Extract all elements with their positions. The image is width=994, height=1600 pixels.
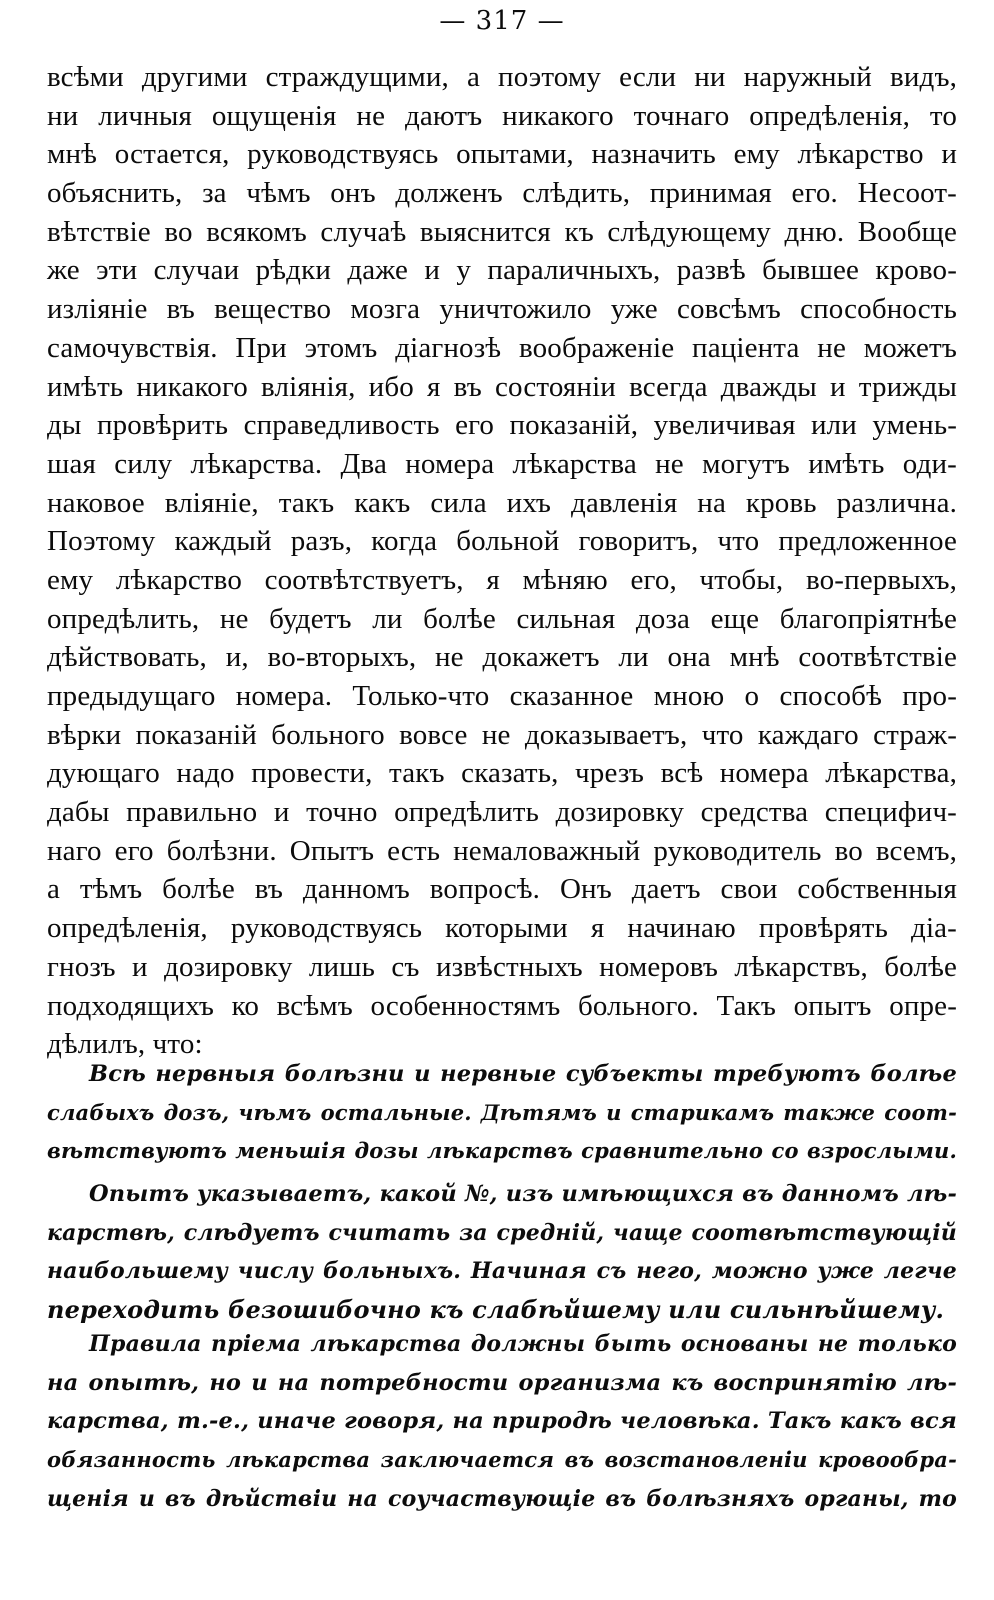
italic-line: Правила пріема лѣкарства должны быть основаны не только [89, 1331, 957, 1357]
text-line: дабы правильно и точно опредѣлить дозировку средства специфич- [47, 796, 957, 829]
italic-line: на опытѣ, но и на потребности организма къ воспринятію лѣ- [47, 1369, 957, 1396]
text-line: а тѣмъ болѣе въ данномъ вопросѣ. Онъ даетъ свои собственныя [47, 873, 957, 906]
text-line: объяснить, за чѣмъ онъ долженъ слѣдить, принимая его. Несоот- [47, 177, 957, 210]
book-page [47, 0, 957, 1600]
text-line: вѣрки показаній больного вовсе не доказываетъ, что каждаго страж- [47, 718, 957, 751]
text-line: Поэтому каждый разъ, когда больной говоритъ, что предложенное [47, 525, 957, 558]
text-line: всѣми другими страждущими, а поэтому если ни наружный видъ, [47, 61, 957, 93]
text-line: изліяніе въ вещество мозга уничтожило уже совсѣмъ способность [47, 293, 957, 326]
italic-line: обязанность лѣкарства заключается въ возстановленіи кровообра- [47, 1447, 957, 1473]
italic-paragraph-intake-rules [47, 1325, 957, 1518]
italic-line: карства, т.-е., иначе говоря, на природѣ человѣка. Такъ какъ вся [47, 1408, 957, 1435]
text-line: ни личныя ощущенія не даютъ никакого точнаго опредѣленія, то [47, 99, 957, 132]
text-line: дующаго надо провести, такъ сказать, чрезъ всѣ номера лѣкарства, [47, 757, 957, 790]
text-line: наго его болѣзни. Опытъ есть немаловажный руководитель во всемъ, [47, 834, 957, 867]
text-line: предыдущаго номера. Только-что сказанное мною о способѣ про- [47, 680, 957, 712]
text-line: дѣлилъ, что: [47, 1028, 203, 1061]
text-line: же эти случаи рѣдки даже и у параличныхъ, развѣ бывшее крово- [47, 254, 957, 287]
text-line: мнѣ остается, руководствуясь опытами, назначить ему лѣкарство и [47, 138, 957, 171]
italic-line: вѣтствуютъ меньшія дозы лѣкарствъ сравнительно со взрослыми. [47, 1138, 957, 1164]
text-line: подходящихъ ко всѣмъ особенностямъ больного. Такъ опытъ опре- [47, 989, 957, 1022]
text-line: ему лѣкарство соотвѣтствуетъ, я мѣняю его, чтобы, во-первыхъ, [47, 563, 957, 596]
text-line: имѣть никакого вліянія, ибо я въ состояніи всегда дважды и трижды [47, 370, 957, 403]
text-line: шая силу лѣкарства. Два номера лѣкарства не могутъ имѣть оди- [47, 447, 957, 480]
text-line: ды провѣрить справедливость его показаній, увеличивая или умень- [47, 409, 957, 442]
text-line: опредѣленія, руководствуясь которыми я начинаю провѣрять діа- [47, 912, 957, 945]
italic-line: Опытъ указываетъ, какой №, изъ имѣющихся въ данномъ лѣ- [89, 1181, 957, 1207]
text-line: дѣйствовать, и, во-вторыхъ, не докажетъ ли она мнѣ соотвѣтствіе [47, 641, 957, 674]
italic-paragraph-experience-number [47, 1175, 957, 1330]
italic-line: слабыхъ дозъ, чѣмъ остальные. Дѣтямъ и старикамъ также соот- [47, 1099, 957, 1125]
italic-line: наибольшему числу больныхъ. Начиная съ него, можно уже легче [47, 1258, 957, 1285]
text-line: наковое вліяніе, такъ какъ сила ихъ давленія на кровь различна. [47, 486, 957, 519]
italic-line: переходить безошибочно къ слабѣйшему или сильнѣйшему. [47, 1295, 945, 1325]
main-paragraph [47, 58, 957, 1064]
italic-line: карствѣ, слѣдуетъ считать за средній, чаще соотвѣтствующій [47, 1219, 957, 1246]
text-line: вѣтствіе во всякомъ случаѣ выяснится къ слѣдующему дню. Вообще [47, 215, 957, 248]
text-line: гнозъ и дозировку лишь съ извѣстныхъ номеровъ лѣкарствъ, болѣе [47, 950, 957, 983]
italic-paragraph-nervous-diseases [47, 1055, 957, 1171]
text-line: самочувствія. При этомъ діагнозѣ воображеніе паціента не можетъ [47, 331, 957, 364]
text-line: опредѣлить, не будетъ ли болѣе сильная доза еще благопріятнѣе [47, 602, 957, 635]
italic-line: Всѣ нервныя болѣзни и нервные субъекты требуютъ болѣе [89, 1061, 957, 1087]
page-number: — 317 — [439, 6, 565, 36]
italic-line: щенія и въ дѣйствіи на соучаствующіе въ болѣзняхъ органы, то [47, 1485, 957, 1512]
